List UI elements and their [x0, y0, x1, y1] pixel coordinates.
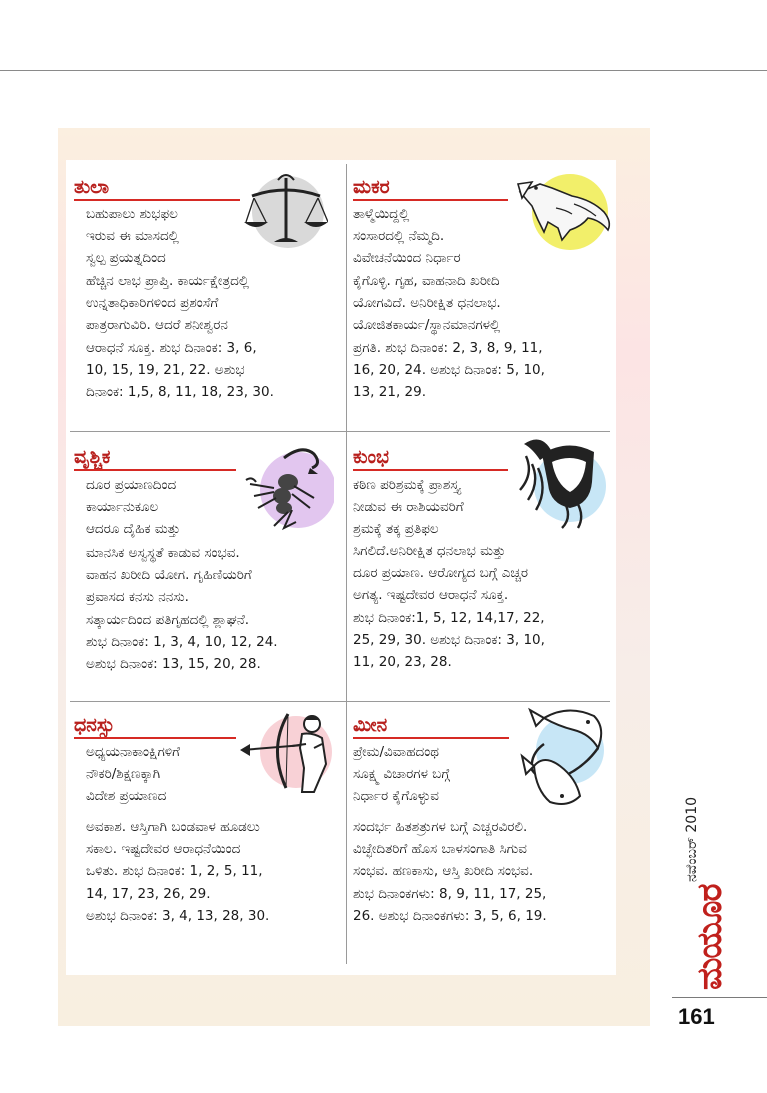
- sign-text: ಸಿಗಲಿದೆ.ಅನಿರೀಕ್ಷಿತ ಧನಲಾಭ ಮತ್ತು ದೂರ ಪ್ರಯಾಣ. ಆರೋಗ್ಯದ ಬಗ್ಗೆ ಎಚ್ಚರ ಅಗತ್ಯ. ಇಷ್ಟದೇವರ ಆರಾಧನೆ ಸೂಕ್ತ. ಶುಭ ದಿನಾಂಕ:1, 5, 12, 14,17, 22, 25, 29, 30. ಅಶುಭ ದಿನಾಂಕ: 3, 10, 11, 20, 23, 28.: [353, 543, 545, 670]
- sign-title: ಕುಂಭ: [353, 446, 389, 468]
- sign-title: ಮಕರ: [353, 176, 390, 198]
- scorpion-icon: [244, 438, 334, 534]
- sign-text: ತಾಳ್ಮೆಯಿದ್ದಲ್ಲಿ ಸಂಸಾರದಲ್ಲಿ ನೆಮ್ಮದಿ. ವಿವೇಚನೆಯಿಂದ ನಿರ್ಧಾರ: [353, 206, 461, 267]
- title-underline: [353, 737, 509, 739]
- title-underline: [353, 199, 508, 201]
- sign-text: ಮಾನಸಿಕ ಅಸ್ವಸ್ಥತೆ ಕಾಡುವ ಸಂಭವ. ವಾಹನ ಖರೀದಿ ಯೋಗ. ಗೃಹಿಣಿಯರಿಗೆ ಪ್ರವಾಸದ ಕನಸು ನನಸು. ಸತ್ಕಾರ್ಯದಿಂದ ಪತಿಗೃಹದಲ್ಲಿ ಶ್ಲಾಘನೆ. ಶುಭ ದಿನಾಂಕ: 1, 3, 4, 10, 12, 24. ಅಶುಭ ದಿನಾಂಕ: 13, 15, 20, 28.: [86, 545, 278, 672]
- sign-text: ಕೈಗೊಳ್ಳಿ. ಗೃಹ, ವಾಹನಾದಿ ಖರೀದಿ ಯೋಗವಿದೆ. ಅನಿರೀಕ್ಷಿತ ಧನಲಾಭ. ಯೋಜಿತಕಾರ್ಯ/ಸ್ಥಾನಮಾನಗಳಲ್ಲಿ ಪ್ರಗತಿ. ಶುಭ ದಿನಾಂಕ: 2, 3, 8, 9, 11, 16, 20, 24. ಅಶುಭ ದಿನಾಂಕ: 5, 10, 13, 21, 29.: [353, 273, 545, 400]
- fishes-icon: [514, 704, 610, 814]
- magazine-masthead: ಮಯೂರ: [690, 884, 730, 990]
- sign-title: ತುಲಾ: [74, 176, 110, 198]
- sign-title: ವೃಶ್ಚಿಕ: [74, 446, 111, 468]
- column-divider: [346, 164, 347, 964]
- title-underline: [353, 469, 508, 471]
- archer-icon: [240, 708, 336, 794]
- row-divider: [70, 431, 610, 432]
- sign-text: ಬಹುಪಾಲು ಶುಭಫಲ ಇರುವ ಈ ಮಾಸದಲ್ಲಿ ಸ್ವಲ್ಪ ಪ್ರಯತ್ನದಿಂದ: [86, 206, 179, 267]
- page-number: 161: [678, 1004, 715, 1029]
- title-underline: [74, 469, 236, 471]
- issue-date: ನವೆಂಬರ್ 2010: [684, 796, 700, 882]
- sign-text: ಸಂದರ್ಭ ಹಿತಶತ್ರುಗಳ ಬಗ್ಗೆ ಎಚ್ಚರವಿರಲಿ. ವಿಚ್ಛೇದಿತರಿಗೆ ಹೊಸ ಬಾಳಸಂಗಾತಿ ಸಿಗುವ ಸಂಭವ. ಹಣಕಾಸು, ಆಸ್ತಿ ಖರೀದಿ ಸಂಭವ. ಶುಭ ದಿನಾಂಕಗಳು: 8, 9, 11, 17, 25, 26. ಅಶುಭ ದಿನಾಂಕಗಳು: 3, 5, 6, 19.: [353, 819, 547, 924]
- sign-text: ಹೆಚ್ಚಿನ ಲಾಭ ಪ್ರಾಪ್ತಿ. ಕಾರ್ಯಕ್ಷೇತ್ರದಲ್ಲಿ ಉನ್ನತಾಧಿಕಾರಿಗಳಿಂದ ಪ್ರಶಂಸೆಗೆ ಪಾತ್ರರಾಗುವಿರಿ. ಆದರೆ ಶನೀಶ್ವರನ ಆರಾಧನೆ ಸೂಕ್ತ. ಶುಭ ದಿನಾಂಕ: 3, 6, 10, 15, 19, 21, 22. ಅಶುಭ ದಿನಾಂಕ: 1,5, 8, 11, 18, 23, 30.: [86, 273, 274, 400]
- sign-text: ಅವಕಾಶ. ಆಸ್ತಿಗಾಗಿ ಬಂಡವಾಳ ಹೂಡಲು ಸಕಾಲ. ಇಷ್ಟದೇವರ ಆರಾಧನೆಯಿಂದ ಒಳಿತು. ಶುಭ ದಿನಾಂಕ: 1, 2, 5, 11, 14, 17, 23, 26, 29. ಅಶುಭ ದಿನಾಂಕ: 3, 4, 13, 28, 30.: [86, 819, 270, 924]
- footer-rule: [672, 997, 767, 998]
- title-underline: [74, 199, 240, 201]
- water-pot-icon: [512, 434, 608, 530]
- sign-text: ಪ್ರೇಮ/ವಿವಾಹದಂಥ ಸೂಕ್ಷ್ಮ ವಿಚಾರಗಳ ಬಗ್ಗೆ ನಿರ್ಧಾರ ಕೈಗೊಳ್ಳುವ: [353, 744, 450, 805]
- sign-title: ಮೀನ: [353, 714, 388, 736]
- row-divider: [70, 701, 610, 702]
- sign-text: ಕಠಿಣ ಪರಿಶ್ರಮಕ್ಕೆ ಪ್ರಾಶಸ್ತ್ಯ ನೀಡುವ ಈ ರಾಶಿಯವರಿಗೆ ಶ್ರಮಕ್ಕೆ ತಕ್ಕ ಪ್ರತಿಫಲ: [353, 477, 464, 538]
- scales-icon: [244, 170, 328, 250]
- top-rule: [0, 70, 767, 71]
- sign-text: ದೂರ ಪ್ರಯಾಣದಿಂದ ಕಾರ್ಯಾನುಕೂಲ ಆದರೂ ದೈಹಿಕ ಮತ್ತು: [86, 477, 181, 538]
- sign-text: ಅಧ್ಯಯನಾಕಾಂಕ್ಷಿಗಳಿಗೆ ನೌಕರಿ/ಶಿಕ್ಷಣಕ್ಕಾಗಿ ವಿದೇಶ ಪ್ರಯಾಣದ: [86, 744, 180, 805]
- crocodile-icon: [512, 170, 616, 250]
- title-underline: [74, 737, 236, 739]
- sign-title: ಧನಸ್ಸು: [74, 714, 115, 736]
